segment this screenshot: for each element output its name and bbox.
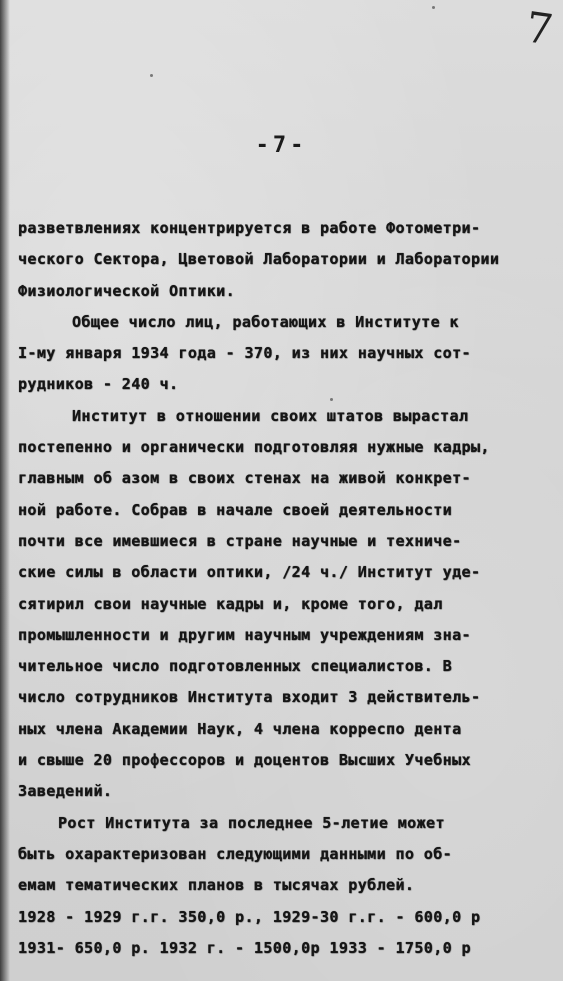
scan-speck [150,74,153,77]
paragraph-first-line: Рост Института за последнее 5-летие может [58,813,445,832]
handwritten-page-mark: 7 [522,2,557,55]
text-line: I-му января 1934 года - 370, из них научных сот- [18,344,471,363]
text-line: разветвлениях концентрируется в работе Фотометри- [18,219,481,237]
text-line: ческого Сектора, Цветовой Лаборатории и Лаборатории [18,250,500,269]
text-line: и свыше 20 профессоров и доцентов Высших Учебных [18,751,471,770]
text-line: ной работе. Собрав в начале своей деятельности [18,500,453,519]
text-line: ские силы в области оптики, /24 ч./ Институт уде- [18,563,481,582]
page-number: -7- [255,133,308,158]
paragraph-first-line: Общее число лиц, работающих в Институте к [72,312,459,331]
text-line: промышленности и другим научным учреждениям зна- [18,625,471,644]
text-line: число сотрудников Института входит 3 действитель- [18,688,481,707]
scan-speck [330,398,333,401]
text-line: 1931- 650,0 р. 1932 г. - 1500,0р 1933 - 1750,0 р [18,938,471,957]
text-line: почти все имевшиеся в стране научные и техниче- [18,531,462,550]
text-line: главным об азом в своих стенах на живой конкрет- [18,469,471,488]
text-line: Заведений. [18,782,113,801]
text-line: ных члена Академии Наук, 4 члена корреспо дента [18,719,462,738]
text-line: емам тематических планов в тысячах рублей. [18,876,415,895]
text-line: 1928 - 1929 г.г. 350,0 р., 1929-30 г.г. - 600,0 р [18,907,481,926]
text-line: Физиологической Оптики. [18,281,236,300]
scan-speck [432,6,435,9]
text-line: быть охарактеризован следующими данными по об- [18,844,453,863]
document-body [18,213,554,964]
paragraph-first-line: Институт в отношении своих штатов вырастал [72,406,469,425]
text-line: рудников - 240 ч. [18,375,179,394]
text-line: чительное число подготовленных специалистов. В [18,657,453,676]
text-line: постепенно и органически подготовляя нужные кадры, [18,438,490,457]
text-line: сятирил свои научные кадры и, кроме того, дал [18,594,443,613]
